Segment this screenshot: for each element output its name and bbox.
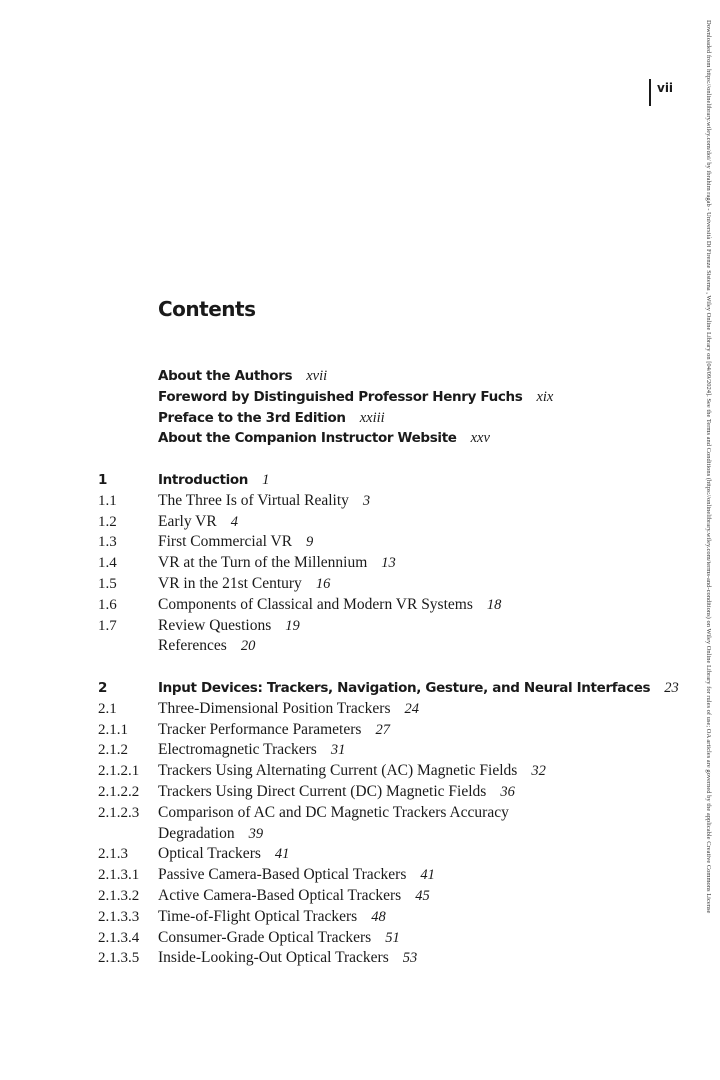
toc-entry-number: 1.3 [98, 534, 117, 551]
toc-section-entry[interactable] [98, 512, 698, 533]
table-of-contents [98, 366, 698, 969]
toc-entry-title: Preface to the 3rd Edition [158, 409, 346, 426]
toc-entry-number: 2 [98, 679, 108, 696]
toc-entry-page: 41 [274, 846, 290, 863]
toc-entry-page: 19 [285, 617, 300, 634]
toc-entry-page: 51 [385, 929, 400, 946]
toc-section-entry[interactable] [98, 574, 698, 595]
toc-section-entry[interactable] [98, 886, 698, 907]
toc-chapter-entry[interactable] [98, 678, 698, 699]
toc-section-entry[interactable] [98, 803, 698, 824]
download-notice: Downloaded from https://onlinelibrary.wiley.com/doi/ by ibrahim ragab - Università Di Firenze Sistema , Wiley Online Library on [04/09/2024]. See the Terms and Conditions (https://onlinelibrary.wiley.com/terms-and-conditions) on Wiley Online Library for rules of use; OA articles are governed by the applicable Creative Commons License [705, 20, 712, 914]
toc-section-entry[interactable] [98, 928, 698, 949]
toc-section-entry[interactable] [98, 740, 698, 761]
toc-entry-page: 16 [315, 575, 331, 592]
toc-entry-page: 53 [402, 950, 418, 967]
toc-section-entry[interactable] [98, 865, 698, 886]
toc-entry-title: First Commercial VR [158, 533, 293, 551]
toc-entry-title: Foreword by Distinguished Professor Henry Fuchs [158, 388, 523, 405]
toc-entry-page: 1 [262, 471, 270, 488]
toc-entry-title: References [158, 637, 227, 655]
toc-entry-page: 48 [371, 908, 386, 925]
toc-section-entry[interactable] [98, 616, 698, 637]
toc-entry-title: Time-of-Flight Optical Trackers [158, 907, 358, 925]
toc-section-entry[interactable] [98, 761, 698, 782]
toc-entry-number: 2.1.3.3 [98, 908, 140, 925]
toc-entry-page: 36 [500, 783, 515, 800]
toc-entry-title: Trackers Using Alternating Current (AC) Magnetic Fields [158, 762, 518, 780]
toc-section-entry[interactable] [98, 948, 698, 969]
toc-entry-number: 1.2 [98, 513, 117, 530]
toc-entry-page: 31 [330, 742, 346, 759]
toc-entry-page: 24 [404, 700, 419, 717]
toc-entry-page: 4 [230, 513, 238, 530]
toc-entry-page: 18 [486, 596, 502, 613]
toc-section-entry[interactable] [98, 636, 698, 657]
toc-entry-title: Consumer-Grade Optical Trackers [158, 928, 372, 946]
toc-entry-title: About the Companion Instructor Website [158, 430, 457, 447]
toc-entry-number: 2.1.3.5 [98, 950, 140, 967]
toc-section-entry[interactable] [98, 720, 698, 741]
toc-entry-number: 2.1.2 [98, 742, 128, 759]
toc-entry-number: 1 [98, 471, 108, 488]
toc-entry-number: 1.7 [98, 617, 117, 634]
toc-entry-number: 2.1.2.3 [98, 804, 140, 821]
contents-heading: Contents [158, 297, 256, 321]
toc-entry-page: 45 [415, 887, 430, 904]
toc-entry-title: VR at the Turn of the Millennium [158, 554, 368, 572]
toc-entry-title: Three-Dimensional Position Trackers [158, 699, 391, 717]
toc-entry-page: 27 [375, 721, 390, 738]
toc-section-entry-continued[interactable] [98, 824, 698, 845]
toc-entry-title: Introduction [158, 471, 249, 488]
toc-entry-page: 41 [420, 867, 435, 884]
toc-section-entry[interactable] [98, 595, 698, 616]
toc-entry-title: Components of Classical and Modern VR Systems [158, 595, 473, 613]
toc-entry-page: 23 [664, 679, 679, 696]
toc-entry-number: 2.1.2.2 [98, 783, 140, 800]
toc-section-entry[interactable] [98, 782, 698, 803]
toc-entry-title: Electromagnetic Trackers [158, 741, 317, 759]
toc-chapter-entry[interactable] [98, 470, 698, 491]
toc-entry-number: 2.1.3 [98, 846, 128, 863]
toc-entry-number: 1.1 [98, 492, 117, 509]
toc-entry-number: 1.6 [98, 596, 117, 613]
toc-entry-page: 20 [240, 638, 256, 655]
toc-entry-title: VR in the 21st Century [158, 574, 302, 592]
toc-entry-page: 39 [248, 825, 264, 842]
toc-entry-number: 2.1.3.4 [98, 929, 140, 946]
toc-entry-number: 2.1 [98, 700, 117, 717]
toc-entry-number: 2.1.1 [98, 721, 128, 738]
toc-section-entry[interactable] [98, 532, 698, 553]
toc-entry-title: Input Devices: Trackers, Navigation, Gesture, and Neural Interfaces [158, 679, 651, 696]
toc-entry-page: 32 [531, 763, 546, 780]
toc-section-entry[interactable] [98, 699, 698, 720]
page-number: vii [649, 79, 673, 106]
toc-entry-number: 1.5 [98, 575, 117, 592]
toc-entry-number: 2.1.3.1 [98, 867, 140, 884]
toc-front-entry[interactable] [98, 366, 698, 387]
toc-entry-page: xix [536, 388, 554, 405]
toc-entry-page: 9 [306, 534, 314, 551]
toc-entry-page: 13 [381, 555, 396, 572]
toc-front-entry[interactable] [98, 387, 698, 408]
toc-entry-title: Early VR [158, 512, 217, 530]
toc-entry-title: Comparison of AC and DC Magnetic Trackers Accuracy [158, 803, 509, 821]
toc-entry-page: xvii [306, 368, 328, 384]
toc-entry-title: Optical Trackers [158, 845, 261, 863]
toc-front-entry[interactable] [98, 428, 698, 449]
toc-entry-title: Tracker Performance Parameters [158, 720, 362, 738]
toc-section-entry[interactable] [98, 553, 698, 574]
toc-entry-page: xxv [470, 430, 490, 447]
toc-entry-title: Passive Camera-Based Optical Trackers [158, 866, 407, 884]
toc-section-entry[interactable] [98, 491, 698, 512]
toc-entry-title: Review Questions [158, 616, 272, 634]
toc-entry-title: Inside-Looking-Out Optical Trackers [158, 949, 389, 967]
toc-entry-title: The Three Is of Virtual Reality [158, 491, 349, 509]
toc-section-entry[interactable] [98, 907, 698, 928]
toc-entry-page: 3 [362, 492, 371, 509]
toc-entry-number: 1.4 [98, 555, 117, 572]
toc-entry-title: Degradation [158, 824, 235, 842]
toc-entry-number: 2.1.2.1 [98, 763, 140, 780]
toc-front-entry[interactable] [98, 408, 698, 429]
toc-entry-title: Trackers Using Direct Current (DC) Magnetic Fields [158, 782, 487, 800]
toc-entry-title: Active Camera-Based Optical Trackers [158, 886, 402, 904]
toc-section-entry[interactable] [98, 844, 698, 865]
toc-entry-page: xxiii [359, 409, 385, 426]
toc-entry-title: About the Authors [158, 368, 293, 384]
toc-entry-number: 2.1.3.2 [98, 887, 140, 904]
